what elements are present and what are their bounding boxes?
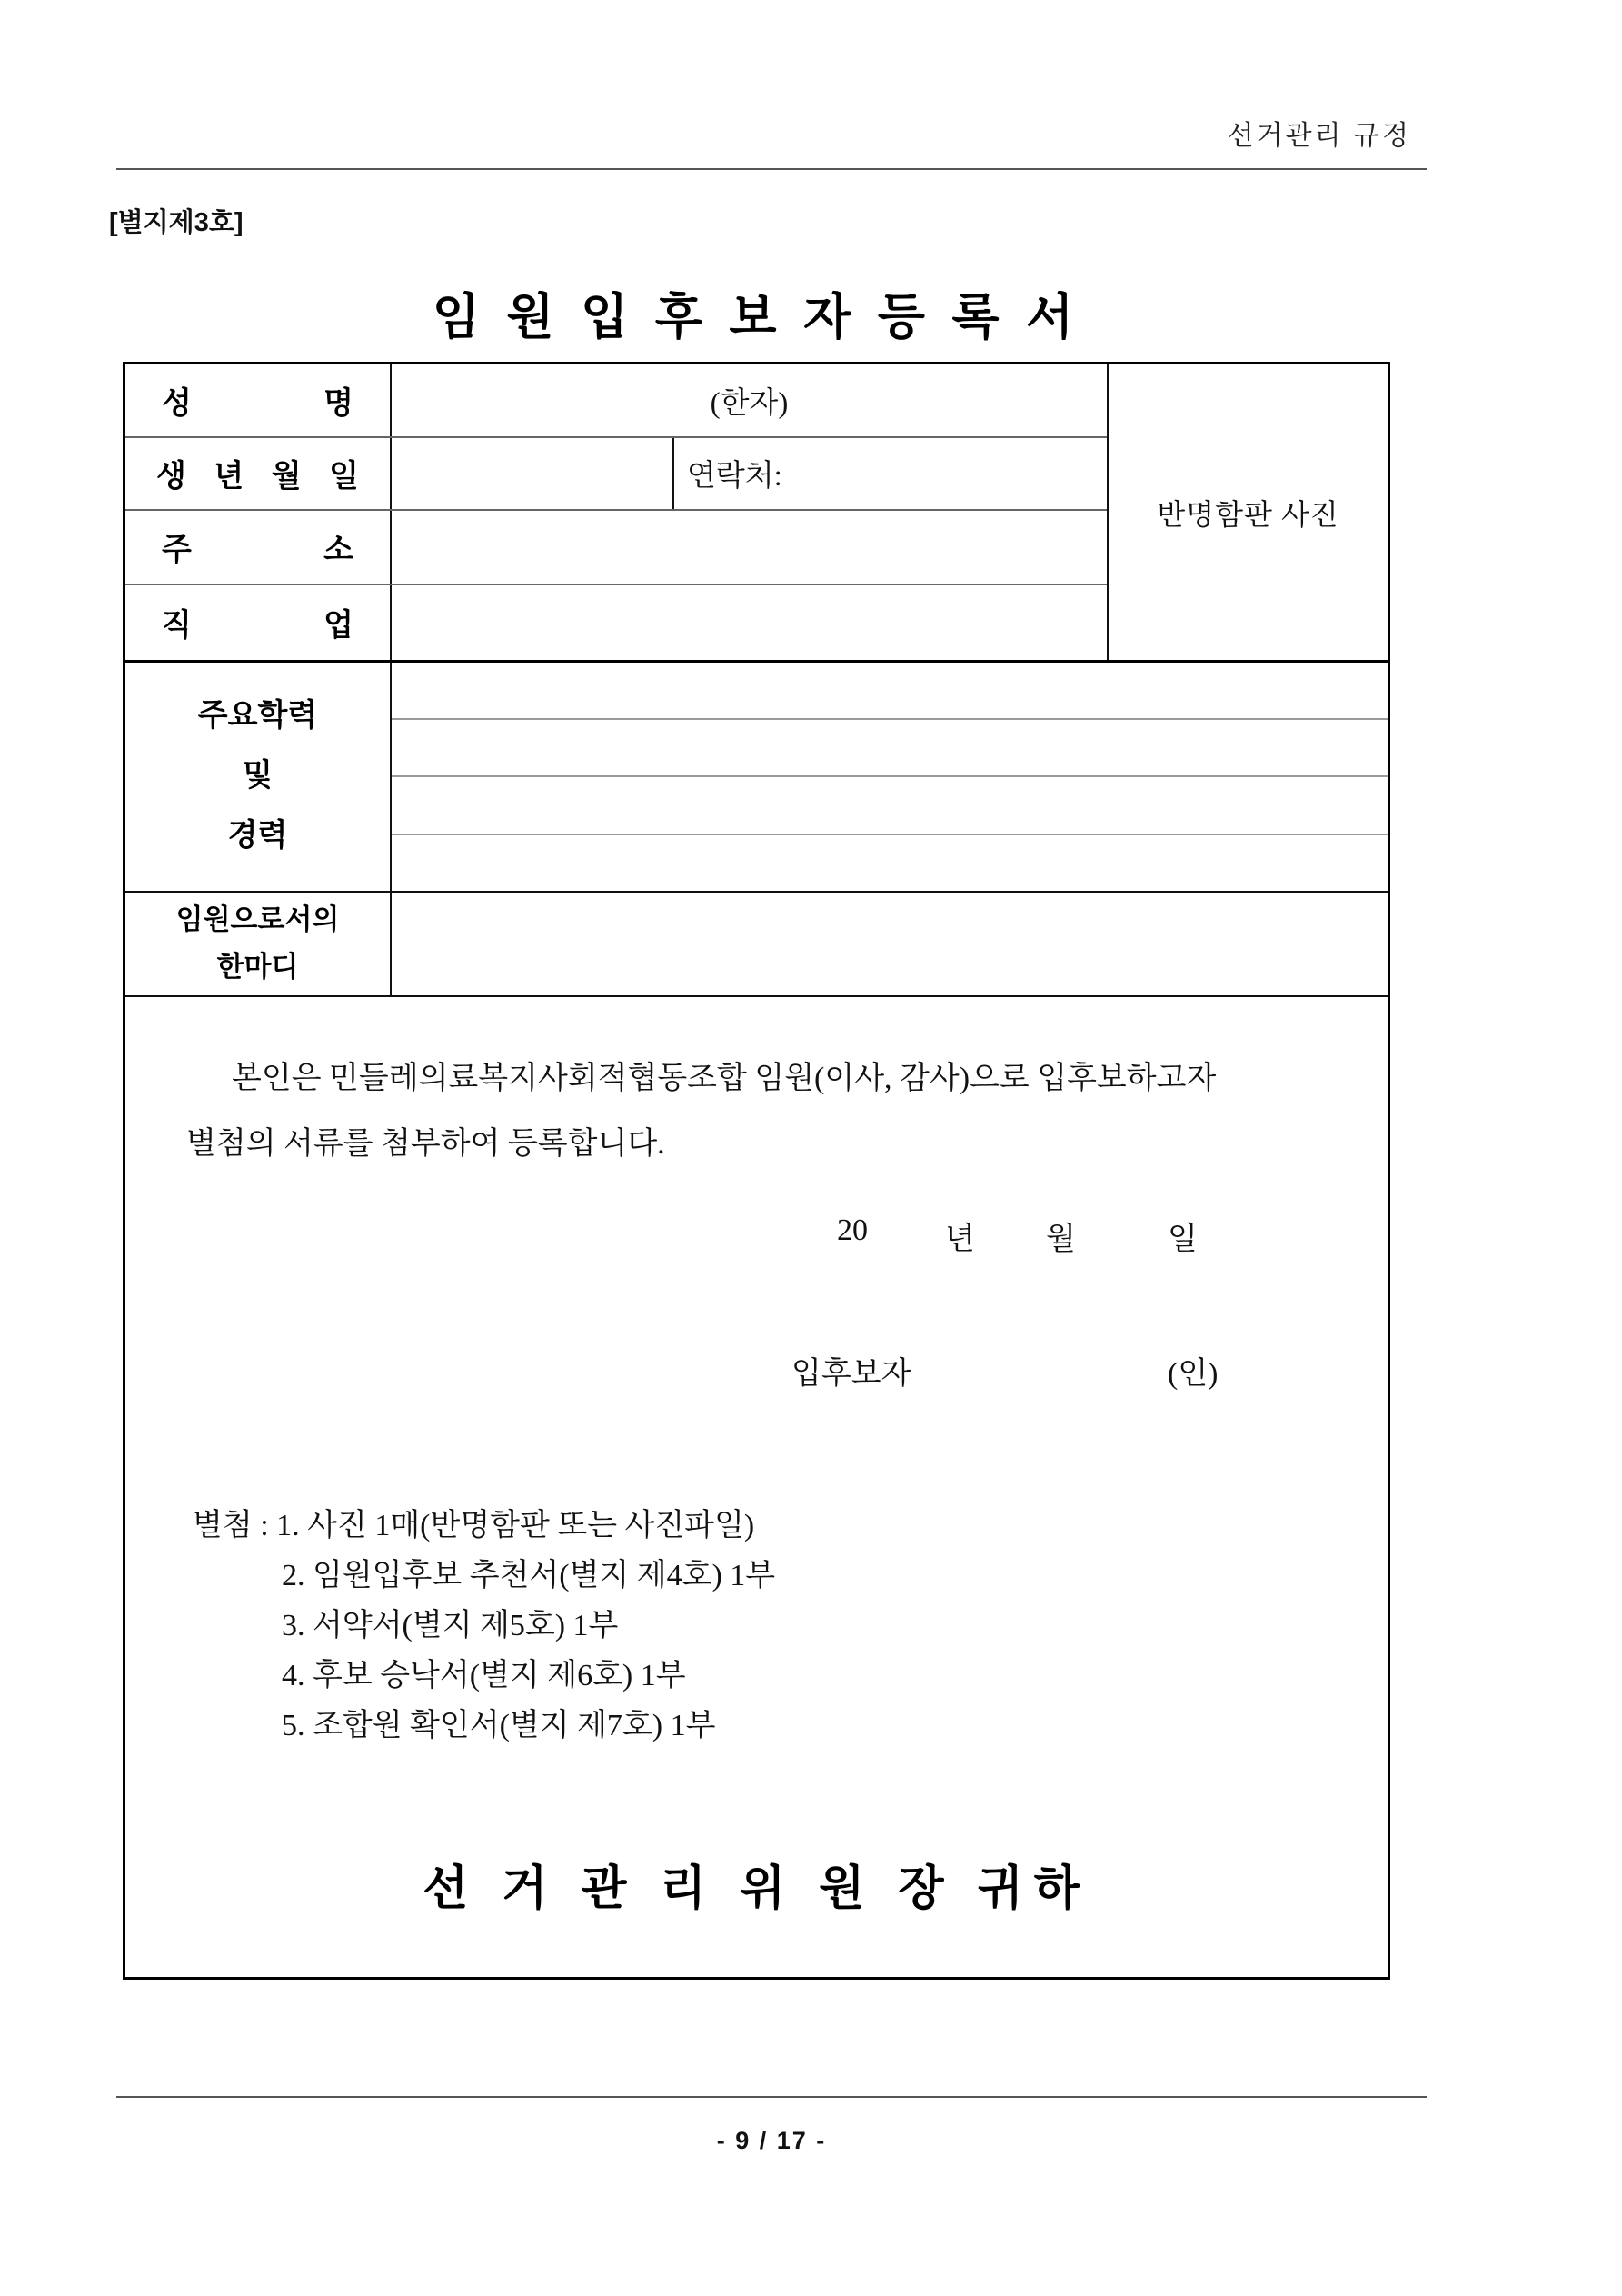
page-number: - 9 / 17 - (716, 2127, 827, 2154)
education-label-line: 경력 (227, 818, 288, 853)
date-year-prefix: 20 (837, 1213, 868, 1247)
photo-placeholder-cell (1109, 364, 1388, 660)
job-label-cell (125, 584, 390, 660)
date-day-label: 일 (1168, 1223, 1198, 1256)
education-label-line: 주요학력 (197, 698, 318, 733)
education-row-divider (392, 775, 1388, 777)
comment-label-line: 한마디 (216, 950, 299, 983)
address-label: 주 소 (162, 532, 353, 567)
name-label: 성 명 (162, 386, 353, 421)
education-label-cell (125, 660, 390, 891)
date-year-label: 년 (945, 1223, 975, 1256)
attachment-item: 4. 후보 승낙서(별지 제6호) 1부 (282, 1659, 686, 1692)
footer-rule (116, 2096, 1427, 2098)
attachments-list (193, 1501, 775, 1751)
job-label: 직 업 (162, 607, 353, 643)
attachment-item: 5. 조합원 확인서(별지 제7호) 1부 (282, 1709, 716, 1742)
attachment-item (193, 1501, 775, 1551)
annex-number-label: [별지제3호] (109, 208, 244, 237)
date-month-label: 월 (1046, 1223, 1076, 1256)
declaration-paragraph (186, 1046, 1395, 1177)
address-label-cell (125, 509, 390, 584)
comment-label-cell (125, 891, 390, 995)
seal-placeholder: (인) (1168, 1357, 1219, 1391)
hanja-hint: (한자) (710, 387, 789, 420)
header-regulation-title: 선거관리 규정 (1227, 121, 1411, 151)
form-title: 임 원 입 후 보 자 등 록 서 (432, 290, 1081, 344)
candidate-label: 입후보자 (791, 1357, 911, 1391)
name-value-cell (392, 364, 1107, 436)
attachments-label: 별첨 : (193, 1509, 277, 1542)
address-value-cell (392, 509, 1107, 584)
education-label-line: 및 (243, 758, 273, 793)
contact-cell (674, 436, 1107, 509)
birthdate-label: 생 년 월 일 (156, 458, 359, 494)
job-value-cell (392, 584, 1107, 660)
birthdate-label-cell (125, 436, 390, 509)
addressee-line: 선 거 관 리 위 원 장 귀하 (422, 1863, 1091, 1915)
registration-form-table (123, 362, 1390, 1980)
photo-note: 반명함판 사진 (1157, 497, 1339, 531)
declaration-line: 본인은 민들레의료복지사회적협동조합 임원(이사, 감사)으로 입후보하고자 (232, 1062, 1217, 1095)
header-rule (116, 168, 1427, 170)
contact-label: 연락처: (687, 459, 782, 493)
attachment-item: 2. 임원입후보 추천서(별지 제4호) 1부 (282, 1559, 776, 1592)
declaration-area (125, 995, 1388, 1977)
name-label-cell (125, 364, 390, 436)
education-row-divider (392, 718, 1388, 720)
education-row-divider (392, 834, 1388, 835)
declaration-line: 별첨의 서류를 첨부하여 등록합니다. (186, 1127, 665, 1161)
attachment-text: 1. 사진 1매(반명함판 또는 사진파일) (276, 1509, 755, 1542)
birthdate-value-cell (392, 436, 672, 509)
attachment-item: 3. 서약서(별지 제5호) 1부 (282, 1609, 619, 1642)
comment-label-line: 임원으로서의 (175, 903, 340, 935)
